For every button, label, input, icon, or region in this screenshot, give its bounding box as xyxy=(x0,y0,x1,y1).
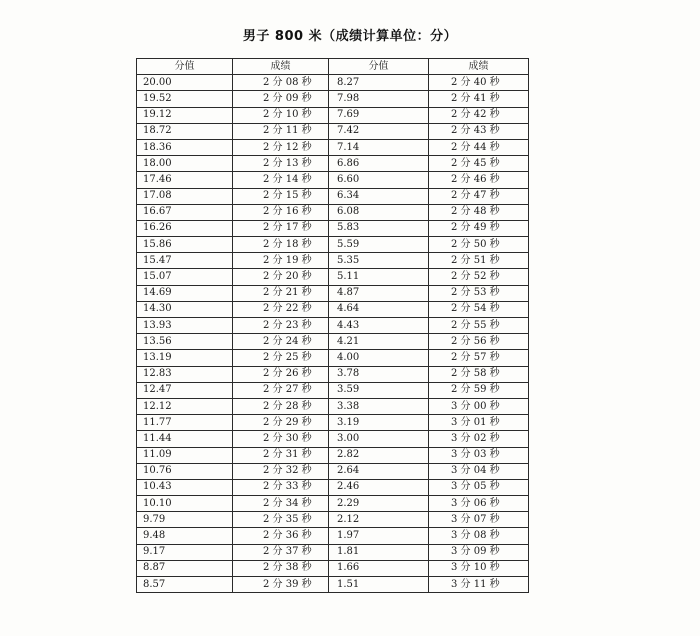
time-cell: 2 分 34 秒 xyxy=(233,496,329,512)
time-cell: 2 分 42 秒 xyxy=(429,107,529,123)
time-cell: 2 分 11 秒 xyxy=(233,123,329,139)
table-row xyxy=(137,269,529,285)
time-cell: 2 分 20 秒 xyxy=(233,269,329,285)
score-cell: 1.81 xyxy=(329,544,429,560)
time-cell: 2 分 22 秒 xyxy=(233,301,329,317)
table-row xyxy=(137,139,529,155)
table-row xyxy=(137,528,529,544)
score-cell: 4.87 xyxy=(329,285,429,301)
header-time-left: 成绩 xyxy=(233,59,329,75)
time-cell: 2 分 24 秒 xyxy=(233,334,329,350)
score-cell: 3.59 xyxy=(329,382,429,398)
score-cell: 19.52 xyxy=(137,91,233,107)
time-cell: 2 分 52 秒 xyxy=(429,269,529,285)
table-row xyxy=(137,91,529,107)
time-cell: 2 分 27 秒 xyxy=(233,382,329,398)
time-cell: 2 分 25 秒 xyxy=(233,350,329,366)
time-cell: 2 分 50 秒 xyxy=(429,237,529,253)
score-cell: 8.57 xyxy=(137,577,233,593)
table-row xyxy=(137,398,529,414)
score-cell: 8.87 xyxy=(137,560,233,576)
time-cell: 2 分 32 秒 xyxy=(233,463,329,479)
score-cell: 2.12 xyxy=(329,512,429,528)
time-cell: 2 分 54 秒 xyxy=(429,301,529,317)
score-cell: 2.46 xyxy=(329,479,429,495)
score-cell: 6.08 xyxy=(329,204,429,220)
table-row xyxy=(137,123,529,139)
time-cell: 3 分 11 秒 xyxy=(429,577,529,593)
time-cell: 2 分 29 秒 xyxy=(233,415,329,431)
score-cell: 18.72 xyxy=(137,123,233,139)
score-cell: 2.29 xyxy=(329,496,429,512)
time-cell: 2 分 17 秒 xyxy=(233,220,329,236)
table-row xyxy=(137,479,529,495)
score-cell: 4.00 xyxy=(329,350,429,366)
score-cell: 6.34 xyxy=(329,188,429,204)
table-row xyxy=(137,220,529,236)
time-cell: 3 分 08 秒 xyxy=(429,528,529,544)
score-cell: 10.43 xyxy=(137,479,233,495)
time-cell: 2 分 28 秒 xyxy=(233,398,329,414)
table-row xyxy=(137,431,529,447)
time-cell: 3 分 09 秒 xyxy=(429,544,529,560)
score-cell: 13.93 xyxy=(137,318,233,334)
table-row xyxy=(137,237,529,253)
header-score-right: 分值 xyxy=(329,59,429,75)
table-row xyxy=(137,350,529,366)
score-cell: 19.12 xyxy=(137,107,233,123)
table-row xyxy=(137,156,529,172)
header-time-right: 成绩 xyxy=(429,59,529,75)
table-row xyxy=(137,512,529,528)
table-row xyxy=(137,75,529,91)
table-header-row xyxy=(137,59,529,75)
score-cell: 12.83 xyxy=(137,366,233,382)
page-title: 男子 800 米（成绩计算单位：分） xyxy=(242,29,458,44)
score-cell: 5.11 xyxy=(329,269,429,285)
score-cell: 1.51 xyxy=(329,577,429,593)
time-cell: 2 分 15 秒 xyxy=(233,188,329,204)
time-cell: 2 分 26 秒 xyxy=(233,366,329,382)
table-row xyxy=(137,463,529,479)
score-cell: 9.17 xyxy=(137,544,233,560)
time-cell: 2 分 49 秒 xyxy=(429,220,529,236)
time-cell: 2 分 57 秒 xyxy=(429,350,529,366)
score-cell: 15.07 xyxy=(137,269,233,285)
score-cell: 18.36 xyxy=(137,139,233,155)
score-cell: 1.66 xyxy=(329,560,429,576)
score-cell: 8.27 xyxy=(329,75,429,91)
time-cell: 2 分 40 秒 xyxy=(429,75,529,91)
time-cell: 3 分 07 秒 xyxy=(429,512,529,528)
score-cell: 4.43 xyxy=(329,318,429,334)
time-cell: 2 分 51 秒 xyxy=(429,253,529,269)
table-row xyxy=(137,107,529,123)
table-row xyxy=(137,204,529,220)
score-cell: 2.64 xyxy=(329,463,429,479)
score-cell: 14.30 xyxy=(137,301,233,317)
table-row xyxy=(137,318,529,334)
score-table xyxy=(136,58,529,593)
table-row xyxy=(137,415,529,431)
score-cell: 4.64 xyxy=(329,301,429,317)
time-cell: 2 分 21 秒 xyxy=(233,285,329,301)
time-cell: 2 分 10 秒 xyxy=(233,107,329,123)
score-cell: 3.19 xyxy=(329,415,429,431)
table-row xyxy=(137,496,529,512)
time-cell: 3 分 05 秒 xyxy=(429,479,529,495)
table-row xyxy=(137,172,529,188)
time-cell: 2 分 41 秒 xyxy=(429,91,529,107)
time-cell: 2 分 14 秒 xyxy=(233,172,329,188)
time-cell: 3 分 02 秒 xyxy=(429,431,529,447)
time-cell: 3 分 06 秒 xyxy=(429,496,529,512)
time-cell: 3 分 03 秒 xyxy=(429,447,529,463)
score-cell: 3.38 xyxy=(329,398,429,414)
time-cell: 2 分 39 秒 xyxy=(233,577,329,593)
time-cell: 2 分 36 秒 xyxy=(233,528,329,544)
time-cell: 2 分 47 秒 xyxy=(429,188,529,204)
score-cell: 10.76 xyxy=(137,463,233,479)
time-cell: 2 分 08 秒 xyxy=(233,75,329,91)
time-cell: 2 分 37 秒 xyxy=(233,544,329,560)
score-cell: 16.67 xyxy=(137,204,233,220)
time-cell: 2 分 43 秒 xyxy=(429,123,529,139)
table-row xyxy=(137,382,529,398)
score-cell: 4.21 xyxy=(329,334,429,350)
score-cell: 7.69 xyxy=(329,107,429,123)
score-cell: 11.77 xyxy=(137,415,233,431)
time-cell: 2 分 46 秒 xyxy=(429,172,529,188)
score-cell: 17.08 xyxy=(137,188,233,204)
table-row xyxy=(137,447,529,463)
score-cell: 17.46 xyxy=(137,172,233,188)
time-cell: 2 分 58 秒 xyxy=(429,366,529,382)
time-cell: 2 分 35 秒 xyxy=(233,512,329,528)
score-cell: 15.86 xyxy=(137,237,233,253)
time-cell: 2 分 19 秒 xyxy=(233,253,329,269)
time-cell: 2 分 44 秒 xyxy=(429,139,529,155)
score-cell: 7.42 xyxy=(329,123,429,139)
time-cell: 2 分 23 秒 xyxy=(233,318,329,334)
score-cell: 10.10 xyxy=(137,496,233,512)
time-cell: 2 分 30 秒 xyxy=(233,431,329,447)
table-row xyxy=(137,253,529,269)
score-cell: 5.83 xyxy=(329,220,429,236)
time-cell: 2 分 53 秒 xyxy=(429,285,529,301)
score-cell: 7.98 xyxy=(329,91,429,107)
table-body xyxy=(137,75,529,593)
time-cell: 2 分 48 秒 xyxy=(429,204,529,220)
time-cell: 3 分 01 秒 xyxy=(429,415,529,431)
time-cell: 2 分 45 秒 xyxy=(429,156,529,172)
time-cell: 2 分 55 秒 xyxy=(429,318,529,334)
time-cell: 3 分 04 秒 xyxy=(429,463,529,479)
table-row xyxy=(137,285,529,301)
time-cell: 3 分 10 秒 xyxy=(429,560,529,576)
score-cell: 13.56 xyxy=(137,334,233,350)
time-cell: 2 分 16 秒 xyxy=(233,204,329,220)
time-cell: 2 分 38 秒 xyxy=(233,560,329,576)
score-cell: 9.79 xyxy=(137,512,233,528)
time-cell: 2 分 56 秒 xyxy=(429,334,529,350)
score-cell: 3.00 xyxy=(329,431,429,447)
score-cell: 16.26 xyxy=(137,220,233,236)
table-row xyxy=(137,560,529,576)
time-cell: 2 分 33 秒 xyxy=(233,479,329,495)
score-cell: 9.48 xyxy=(137,528,233,544)
time-cell: 3 分 00 秒 xyxy=(429,398,529,414)
score-cell: 5.35 xyxy=(329,253,429,269)
score-cell: 11.44 xyxy=(137,431,233,447)
time-cell: 2 分 09 秒 xyxy=(233,91,329,107)
table-row xyxy=(137,544,529,560)
score-cell: 12.47 xyxy=(137,382,233,398)
table-row xyxy=(137,188,529,204)
table-row xyxy=(137,366,529,382)
score-cell: 13.19 xyxy=(137,350,233,366)
score-cell: 18.00 xyxy=(137,156,233,172)
table-row xyxy=(137,334,529,350)
score-cell: 15.47 xyxy=(137,253,233,269)
score-cell: 2.82 xyxy=(329,447,429,463)
score-cell: 14.69 xyxy=(137,285,233,301)
header-score-left: 分值 xyxy=(137,59,233,75)
time-cell: 2 分 18 秒 xyxy=(233,237,329,253)
time-cell: 2 分 31 秒 xyxy=(233,447,329,463)
score-cell: 6.60 xyxy=(329,172,429,188)
score-cell: 12.12 xyxy=(137,398,233,414)
score-cell: 3.78 xyxy=(329,366,429,382)
score-cell: 6.86 xyxy=(329,156,429,172)
score-cell: 20.00 xyxy=(137,75,233,91)
score-cell: 11.09 xyxy=(137,447,233,463)
table-row xyxy=(137,301,529,317)
time-cell: 2 分 12 秒 xyxy=(233,139,329,155)
score-cell: 5.59 xyxy=(329,237,429,253)
score-cell: 1.97 xyxy=(329,528,429,544)
time-cell: 2 分 13 秒 xyxy=(233,156,329,172)
table-row xyxy=(137,577,529,593)
score-cell: 7.14 xyxy=(329,139,429,155)
time-cell: 2 分 59 秒 xyxy=(429,382,529,398)
